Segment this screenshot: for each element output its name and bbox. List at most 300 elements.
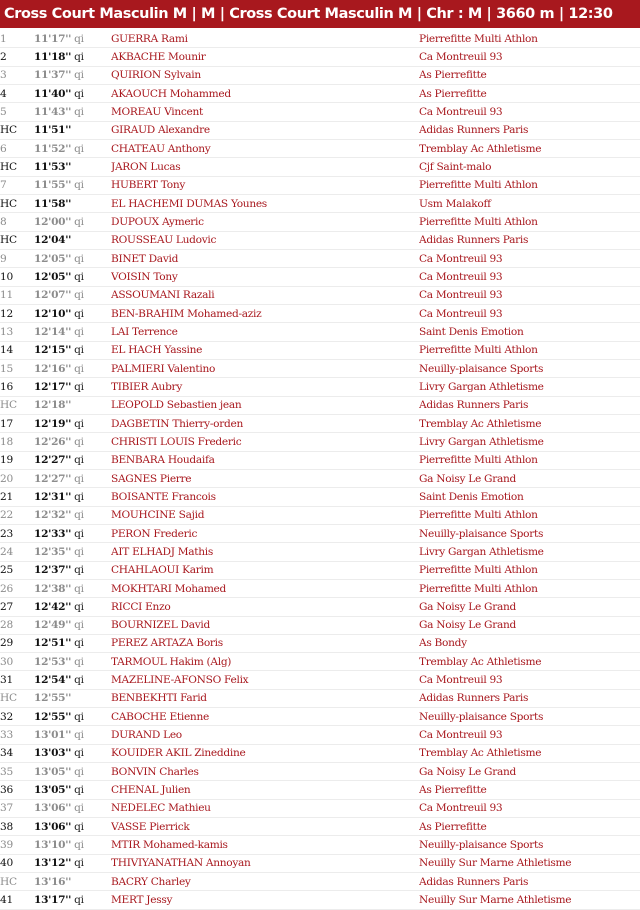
qualified-mark: qi: [74, 344, 84, 357]
result-row: [0, 84, 640, 102]
place-cell: 4: [0, 84, 34, 102]
qualified-mark: qi: [74, 820, 84, 833]
place-cell: 39: [0, 836, 34, 854]
time-cell: [34, 634, 111, 652]
athlete-name[interactable]: BINET David: [111, 249, 419, 267]
qualified-mark: qi: [74, 619, 84, 632]
time-value: 13'05'': [34, 784, 72, 797]
club-name[interactable]: Livry Gargan Athletisme: [419, 433, 640, 451]
time-value: 12'17'': [34, 380, 72, 393]
time-value: 12'27'': [34, 454, 72, 467]
club-name[interactable]: Saint Denis Emotion: [419, 323, 640, 341]
qualified-mark: qi: [74, 600, 84, 613]
club-name[interactable]: Saint Denis Emotion: [419, 488, 640, 506]
place-cell: 27: [0, 598, 34, 616]
athlete-name[interactable]: CHATEAU Anthony: [111, 139, 419, 157]
result-row: [0, 891, 640, 909]
place-cell: HC: [0, 396, 34, 414]
club-name[interactable]: Ca Montreuil 93: [419, 286, 640, 304]
result-row: [0, 653, 640, 671]
athlete-name[interactable]: SAGNES Pierre: [111, 469, 419, 487]
time-cell: [34, 469, 111, 487]
qualified-mark: qi: [74, 784, 84, 797]
time-cell: [34, 84, 111, 102]
club-name[interactable]: Ga Noisy Le Grand: [419, 598, 640, 616]
results-title: Cross Court Masculin M | M | Cross Court Masculin M | Chr : M | 3660 m | 12:30: [0, 0, 640, 28]
qualified-mark: qi: [74, 582, 84, 595]
result-row: [0, 836, 640, 854]
club-name[interactable]: Ca Montreuil 93: [419, 268, 640, 286]
athlete-name[interactable]: KOUIDER AKIL Zineddine: [111, 744, 419, 762]
athlete-name[interactable]: NEDELEC Mathieu: [111, 799, 419, 817]
place-cell: 18: [0, 433, 34, 451]
time-cell: [34, 286, 111, 304]
club-name[interactable]: Ga Noisy Le Grand: [419, 763, 640, 781]
place-cell: 30: [0, 653, 34, 671]
club-name[interactable]: Pierrefitte Multi Athlon: [419, 506, 640, 524]
qualified-mark: qi: [74, 564, 84, 577]
club-name[interactable]: Ca Montreuil 93: [419, 249, 640, 267]
qualified-mark: qi: [74, 894, 84, 907]
club-name[interactable]: Adidas Runners Paris: [419, 689, 640, 707]
athlete-name[interactable]: ROUSSEAU Ludovic: [111, 231, 419, 249]
time-value: 13'12'': [34, 857, 72, 870]
time-value: 12'10'': [34, 307, 72, 320]
club-name[interactable]: Neuilly-plaisance Sports: [419, 708, 640, 726]
place-cell: 20: [0, 469, 34, 487]
result-row: [0, 488, 640, 506]
result-row: [0, 341, 640, 359]
result-row: [0, 524, 640, 542]
time-value: 13'17'': [34, 894, 72, 907]
time-cell: [34, 799, 111, 817]
time-cell: [34, 836, 111, 854]
qualified-mark: qi: [74, 655, 84, 668]
time-value: 12'31'': [34, 490, 72, 503]
club-name[interactable]: Tremblay Ac Athletisme: [419, 653, 640, 671]
time-cell: [34, 506, 111, 524]
time-value: 13'06'': [34, 802, 72, 815]
qualified-mark: qi: [74, 490, 84, 503]
time-value: 11'43'': [34, 105, 72, 118]
athlete-name[interactable]: MOREAU Vincent: [111, 103, 419, 121]
time-value: 12'55'': [34, 692, 72, 705]
athlete-name[interactable]: MOKHTARI Mohamed: [111, 579, 419, 597]
result-row: [0, 359, 640, 377]
athlete-name[interactable]: CHENAL Julien: [111, 781, 419, 799]
time-cell: [34, 378, 111, 396]
time-value: 12'33'': [34, 527, 72, 540]
time-cell: [34, 891, 111, 909]
qualified-mark: qi: [74, 252, 84, 265]
athlete-name[interactable]: BOURNIZEL David: [111, 616, 419, 634]
result-row: [0, 799, 640, 817]
result-row: [0, 744, 640, 762]
result-row: [0, 634, 640, 652]
time-value: 13'05'': [34, 765, 72, 778]
time-cell: [34, 726, 111, 744]
athlete-name[interactable]: PERON Frederic: [111, 524, 419, 542]
result-row: [0, 66, 640, 84]
qualified-mark: qi: [74, 362, 84, 375]
place-cell: 31: [0, 671, 34, 689]
place-cell: 29: [0, 634, 34, 652]
qualified-mark: qi: [74, 802, 84, 815]
time-cell: [34, 30, 111, 48]
club-name[interactable]: Usm Malakoff: [419, 194, 640, 212]
qualified-mark: qi: [74, 307, 84, 320]
club-name[interactable]: Pierrefitte Multi Athlon: [419, 176, 640, 194]
club-name[interactable]: Tremblay Ac Athletisme: [419, 744, 640, 762]
place-cell: 2: [0, 48, 34, 66]
club-name[interactable]: Neuilly-plaisance Sports: [419, 359, 640, 377]
result-row: [0, 708, 640, 726]
qualified-mark: qi: [74, 729, 84, 742]
results-body: [0, 30, 640, 909]
time-value: 11'51'': [34, 124, 72, 137]
time-cell: [34, 48, 111, 66]
place-cell: 11: [0, 286, 34, 304]
time-cell: [34, 854, 111, 872]
club-name[interactable]: Pierrefitte Multi Athlon: [419, 561, 640, 579]
place-cell: 6: [0, 139, 34, 157]
club-name[interactable]: Cjf Saint-malo: [419, 158, 640, 176]
time-value: 12'53'': [34, 655, 72, 668]
club-name[interactable]: Neuilly Sur Marne Athletisme: [419, 891, 640, 909]
club-name[interactable]: As Pierrefitte: [419, 84, 640, 102]
result-row: [0, 176, 640, 194]
club-name[interactable]: Adidas Runners Paris: [419, 396, 640, 414]
club-name[interactable]: Ca Montreuil 93: [419, 103, 640, 121]
club-name[interactable]: Ga Noisy Le Grand: [419, 616, 640, 634]
athlete-name[interactable]: CHRISTI LOUIS Frederic: [111, 433, 419, 451]
qualified-mark: qi: [74, 179, 84, 192]
result-row: [0, 854, 640, 872]
qualified-mark: qi: [74, 747, 84, 760]
place-cell: 12: [0, 304, 34, 322]
place-cell: 10: [0, 268, 34, 286]
result-row: [0, 543, 640, 561]
time-value: 12'37'': [34, 564, 72, 577]
qualified-mark: qi: [74, 710, 84, 723]
time-value: 11'37'': [34, 69, 72, 82]
time-cell: [34, 268, 111, 286]
time-value: 11'17'': [34, 32, 72, 45]
place-cell: 32: [0, 708, 34, 726]
time-cell: [34, 194, 111, 212]
result-row: [0, 139, 640, 157]
athlete-name[interactable]: HUBERT Tony: [111, 176, 419, 194]
time-value: 11'18'': [34, 50, 72, 63]
club-name[interactable]: Neuilly Sur Marne Athletisme: [419, 854, 640, 872]
result-row: [0, 671, 640, 689]
place-cell: HC: [0, 873, 34, 891]
athlete-name[interactable]: MTIR Mohamed-kamis: [111, 836, 419, 854]
qualified-mark: qi: [74, 105, 84, 118]
place-cell: 41: [0, 891, 34, 909]
place-cell: 3: [0, 66, 34, 84]
result-row: [0, 213, 640, 231]
time-value: 12'04'': [34, 234, 72, 247]
athlete-name[interactable]: VOISIN Tony: [111, 268, 419, 286]
time-cell: [34, 744, 111, 762]
place-cell: 22: [0, 506, 34, 524]
time-value: 13'10'': [34, 839, 72, 852]
qualified-mark: qi: [74, 417, 84, 430]
qualified-mark: qi: [74, 472, 84, 485]
result-row: [0, 396, 640, 414]
time-value: 12'42'': [34, 600, 72, 613]
qualified-mark: qi: [74, 637, 84, 650]
time-value: 12'05'': [34, 252, 72, 265]
qualified-mark: qi: [74, 32, 84, 45]
qualified-mark: qi: [74, 509, 84, 522]
time-cell: [34, 341, 111, 359]
result-row: [0, 48, 640, 66]
club-name[interactable]: Pierrefitte Multi Athlon: [419, 30, 640, 48]
athlete-name[interactable]: DAGBETIN Thierry-orden: [111, 414, 419, 432]
qualified-mark: qi: [74, 545, 84, 558]
athlete-name[interactable]: BACRY Charley: [111, 873, 419, 891]
club-name[interactable]: Ca Montreuil 93: [419, 799, 640, 817]
time-cell: [34, 249, 111, 267]
athlete-name[interactable]: BENBARA Houdaifa: [111, 451, 419, 469]
qualified-mark: qi: [74, 50, 84, 63]
time-value: 12'00'': [34, 215, 72, 228]
club-name[interactable]: Adidas Runners Paris: [419, 231, 640, 249]
athlete-name[interactable]: CABOCHE Etienne: [111, 708, 419, 726]
time-cell: [34, 781, 111, 799]
club-name[interactable]: Ca Montreuil 93: [419, 304, 640, 322]
time-value: 11'55'': [34, 179, 72, 192]
time-cell: [34, 598, 111, 616]
athlete-name[interactable]: LEOPOLD Sebastien jean: [111, 396, 419, 414]
athlete-name[interactable]: GUERRA Rami: [111, 30, 419, 48]
time-value: 12'19'': [34, 417, 72, 430]
time-value: 11'52'': [34, 142, 72, 155]
athlete-name[interactable]: AKBACHE Mounir: [111, 48, 419, 66]
time-cell: [34, 433, 111, 451]
qualified-mark: qi: [74, 435, 84, 448]
result-row: [0, 304, 640, 322]
athlete-name[interactable]: MERT Jessy: [111, 891, 419, 909]
athlete-name[interactable]: PALMIERI Valentino: [111, 359, 419, 377]
result-row: [0, 506, 640, 524]
club-name[interactable]: Livry Gargan Athletisme: [419, 378, 640, 396]
athlete-name[interactable]: THIVIYANATHAN Annoyan: [111, 854, 419, 872]
result-row: [0, 781, 640, 799]
club-name[interactable]: Adidas Runners Paris: [419, 873, 640, 891]
time-value: 12'26'': [34, 435, 72, 448]
time-cell: [34, 616, 111, 634]
place-cell: 21: [0, 488, 34, 506]
time-value: 12'38'': [34, 582, 72, 595]
place-cell: HC: [0, 121, 34, 139]
place-cell: 19: [0, 451, 34, 469]
result-row: [0, 818, 640, 836]
result-row: [0, 414, 640, 432]
athlete-name[interactable]: JARON Lucas: [111, 158, 419, 176]
club-name[interactable]: Pierrefitte Multi Athlon: [419, 451, 640, 469]
time-value: 12'07'': [34, 289, 72, 302]
result-row: [0, 561, 640, 579]
athlete-name[interactable]: EL HACHEMI DUMAS Younes: [111, 194, 419, 212]
qualified-mark: qi: [74, 270, 84, 283]
time-value: 11'58'': [34, 197, 72, 210]
athlete-name[interactable]: CHAHLAOUI Karim: [111, 561, 419, 579]
time-cell: [34, 543, 111, 561]
athlete-name[interactable]: DUPOUX Aymeric: [111, 213, 419, 231]
athlete-name[interactable]: TIBIER Aubry: [111, 378, 419, 396]
time-value: 12'32'': [34, 509, 72, 522]
place-cell: 37: [0, 799, 34, 817]
place-cell: 36: [0, 781, 34, 799]
athlete-name[interactable]: AIT ELHADJ Mathis: [111, 543, 419, 561]
place-cell: 24: [0, 543, 34, 561]
athlete-name[interactable]: BOISANTE Francois: [111, 488, 419, 506]
athlete-name[interactable]: BEN-BRAHIM Mohamed-aziz: [111, 304, 419, 322]
athlete-name[interactable]: RICCI Enzo: [111, 598, 419, 616]
athlete-name[interactable]: VASSE Pierrick: [111, 818, 419, 836]
time-cell: [34, 763, 111, 781]
place-cell: 25: [0, 561, 34, 579]
time-cell: [34, 231, 111, 249]
qualified-mark: qi: [74, 765, 84, 778]
time-value: 12'05'': [34, 270, 72, 283]
time-value: 12'27'': [34, 472, 72, 485]
place-cell: 13: [0, 323, 34, 341]
place-cell: 14: [0, 341, 34, 359]
place-cell: 34: [0, 744, 34, 762]
club-name[interactable]: Ca Montreuil 93: [419, 726, 640, 744]
qualified-mark: qi: [74, 289, 84, 302]
time-value: 12'49'': [34, 619, 72, 632]
time-value: 13'06'': [34, 820, 72, 833]
time-value: 12'54'': [34, 674, 72, 687]
result-row: [0, 726, 640, 744]
result-row: [0, 30, 640, 48]
place-cell: 40: [0, 854, 34, 872]
result-row: [0, 598, 640, 616]
result-row: [0, 469, 640, 487]
club-name[interactable]: Pierrefitte Multi Athlon: [419, 213, 640, 231]
result-row: [0, 158, 640, 176]
result-row: [0, 433, 640, 451]
time-cell: [34, 176, 111, 194]
place-cell: HC: [0, 158, 34, 176]
time-cell: [34, 139, 111, 157]
time-cell: [34, 323, 111, 341]
place-cell: 26: [0, 579, 34, 597]
place-cell: HC: [0, 194, 34, 212]
time-value: 12'16'': [34, 362, 72, 375]
time-cell: [34, 488, 111, 506]
athlete-name[interactable]: LAI Terrence: [111, 323, 419, 341]
result-row: [0, 286, 640, 304]
time-cell: [34, 671, 111, 689]
place-cell: 28: [0, 616, 34, 634]
athlete-name[interactable]: MAZELINE-AFONSO Felix: [111, 671, 419, 689]
qualified-mark: qi: [74, 527, 84, 540]
time-value: 12'55'': [34, 710, 72, 723]
athlete-name[interactable]: MOUHCINE Sajid: [111, 506, 419, 524]
time-cell: [34, 873, 111, 891]
club-name[interactable]: Ca Montreuil 93: [419, 48, 640, 66]
place-cell: 33: [0, 726, 34, 744]
club-name[interactable]: Neuilly-plaisance Sports: [419, 524, 640, 542]
club-name[interactable]: Pierrefitte Multi Athlon: [419, 579, 640, 597]
time-value: 12'35'': [34, 545, 72, 558]
athlete-name[interactable]: ASSOUMANI Razali: [111, 286, 419, 304]
place-cell: 5: [0, 103, 34, 121]
time-cell: [34, 451, 111, 469]
club-name[interactable]: Pierrefitte Multi Athlon: [419, 341, 640, 359]
qualified-mark: qi: [74, 87, 84, 100]
club-name[interactable]: Livry Gargan Athletisme: [419, 543, 640, 561]
time-value: 12'18'': [34, 399, 72, 412]
time-value: 13'03'': [34, 747, 72, 760]
time-value: 13'16'': [34, 875, 72, 888]
place-cell: 1: [0, 30, 34, 48]
club-name[interactable]: Ca Montreuil 93: [419, 671, 640, 689]
time-cell: [34, 414, 111, 432]
club-name[interactable]: As Pierrefitte: [419, 818, 640, 836]
results-table: [0, 30, 640, 910]
place-cell: 16: [0, 378, 34, 396]
result-row: [0, 873, 640, 891]
place-cell: 17: [0, 414, 34, 432]
time-value: 13'01'': [34, 729, 72, 742]
result-row: [0, 268, 640, 286]
time-cell: [34, 708, 111, 726]
time-value: 12'14'': [34, 325, 72, 338]
time-cell: [34, 689, 111, 707]
athlete-name[interactable]: BONVIN Charles: [111, 763, 419, 781]
athlete-name[interactable]: DURAND Leo: [111, 726, 419, 744]
club-name[interactable]: As Bondy: [419, 634, 640, 652]
qualified-mark: qi: [74, 839, 84, 852]
qualified-mark: qi: [74, 454, 84, 467]
athlete-name[interactable]: BENBEKHTI Farid: [111, 689, 419, 707]
place-cell: 7: [0, 176, 34, 194]
club-name[interactable]: As Pierrefitte: [419, 781, 640, 799]
club-name[interactable]: Tremblay Ac Athletisme: [419, 414, 640, 432]
place-cell: 23: [0, 524, 34, 542]
club-name[interactable]: Ga Noisy Le Grand: [419, 469, 640, 487]
club-name[interactable]: Neuilly-plaisance Sports: [419, 836, 640, 854]
qualified-mark: qi: [74, 674, 84, 687]
result-row: [0, 194, 640, 212]
result-row: [0, 579, 640, 597]
club-name[interactable]: Tremblay Ac Athletisme: [419, 139, 640, 157]
athlete-name[interactable]: QUIRION Sylvain: [111, 66, 419, 84]
athlete-name[interactable]: EL HACH Yassine: [111, 341, 419, 359]
athlete-name[interactable]: TARMOUL Hakim (Alg): [111, 653, 419, 671]
athlete-name[interactable]: GIRAUD Alexandre: [111, 121, 419, 139]
result-row: [0, 323, 640, 341]
time-cell: [34, 213, 111, 231]
place-cell: 8: [0, 213, 34, 231]
time-value: 11'40'': [34, 87, 72, 100]
athlete-name[interactable]: PEREZ ARTAZA Boris: [111, 634, 419, 652]
club-name[interactable]: As Pierrefitte: [419, 66, 640, 84]
result-row: [0, 121, 640, 139]
athlete-name[interactable]: AKAOUCH Mohammed: [111, 84, 419, 102]
club-name[interactable]: Adidas Runners Paris: [419, 121, 640, 139]
result-row: [0, 249, 640, 267]
qualified-mark: qi: [74, 69, 84, 82]
time-cell: [34, 579, 111, 597]
